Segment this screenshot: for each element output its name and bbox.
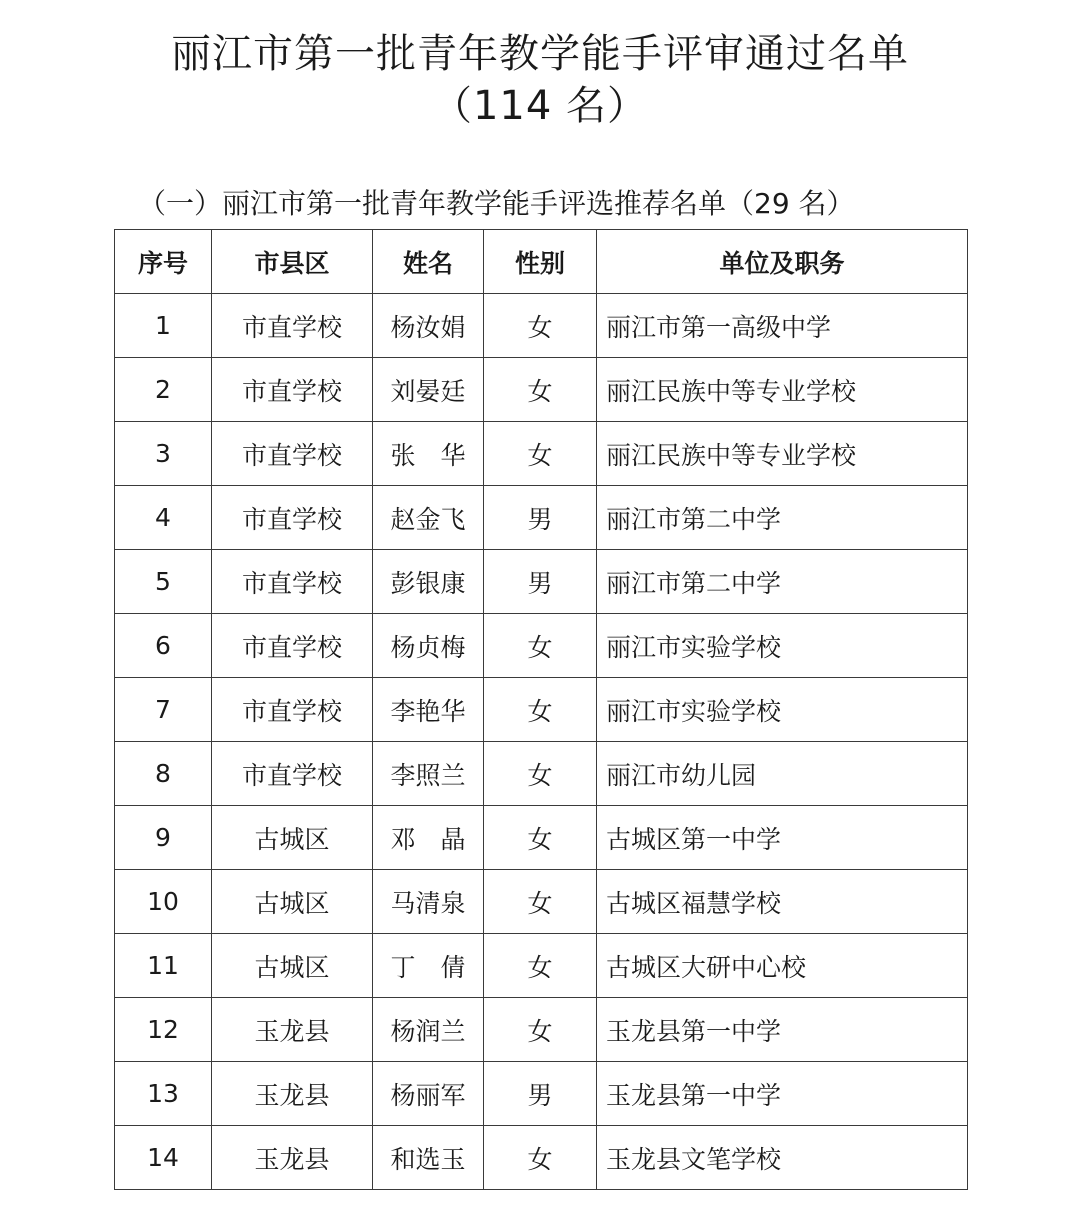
cell-area: 玉龙县 — [212, 1062, 373, 1126]
cell-gender: 女 — [484, 678, 597, 742]
cell-no: 14 — [115, 1126, 212, 1190]
cell-unit: 古城区福慧学校 — [597, 870, 968, 934]
cell-name: 杨汝娟 — [373, 294, 484, 358]
header-no: 序号 — [115, 230, 212, 294]
cell-no: 10 — [115, 870, 212, 934]
cell-area: 玉龙县 — [212, 1126, 373, 1190]
cell-no: 3 — [115, 422, 212, 486]
table-row — [115, 294, 968, 358]
cell-unit: 丽江市实验学校 — [597, 614, 968, 678]
cell-no: 11 — [115, 934, 212, 998]
table-row — [115, 678, 968, 742]
table-header-row — [115, 230, 968, 294]
cell-no: 2 — [115, 358, 212, 422]
header-unit: 单位及职务 — [597, 230, 968, 294]
cell-area: 市直学校 — [212, 614, 373, 678]
cell-unit: 玉龙县第一中学 — [597, 998, 968, 1062]
cell-area: 市直学校 — [212, 422, 373, 486]
cell-area: 市直学校 — [212, 678, 373, 742]
cell-area: 古城区 — [212, 806, 373, 870]
cell-gender: 女 — [484, 358, 597, 422]
cell-no: 7 — [115, 678, 212, 742]
cell-no: 13 — [115, 1062, 212, 1126]
cell-name: 张 华 — [373, 422, 484, 486]
table-row — [115, 870, 968, 934]
cell-unit: 丽江市第二中学 — [597, 486, 968, 550]
cell-area: 市直学校 — [212, 742, 373, 806]
cell-name: 彭银康 — [373, 550, 484, 614]
cell-gender: 女 — [484, 870, 597, 934]
table-row — [115, 1126, 968, 1190]
table-row — [115, 1062, 968, 1126]
cell-unit: 丽江市幼儿园 — [597, 742, 968, 806]
cell-gender: 女 — [484, 1126, 597, 1190]
cell-unit: 丽江市第一高级中学 — [597, 294, 968, 358]
table-row — [115, 934, 968, 998]
cell-no: 5 — [115, 550, 212, 614]
cell-name: 李艳华 — [373, 678, 484, 742]
cell-area: 古城区 — [212, 934, 373, 998]
cell-gender: 男 — [484, 550, 597, 614]
cell-gender: 女 — [484, 614, 597, 678]
cell-name: 刘晏廷 — [373, 358, 484, 422]
table-row — [115, 998, 968, 1062]
table-row — [115, 550, 968, 614]
cell-name: 杨贞梅 — [373, 614, 484, 678]
cell-unit: 丽江市第二中学 — [597, 550, 968, 614]
cell-no: 12 — [115, 998, 212, 1062]
table-row — [115, 486, 968, 550]
cell-no: 1 — [115, 294, 212, 358]
header-name: 姓名 — [373, 230, 484, 294]
cell-no: 8 — [115, 742, 212, 806]
cell-name: 丁 倩 — [373, 934, 484, 998]
cell-gender: 男 — [484, 1062, 597, 1126]
cell-unit: 玉龙县文笔学校 — [597, 1126, 968, 1190]
table-row — [115, 806, 968, 870]
cell-unit: 古城区第一中学 — [597, 806, 968, 870]
cell-name: 和选玉 — [373, 1126, 484, 1190]
table-row — [115, 742, 968, 806]
cell-area: 市直学校 — [212, 358, 373, 422]
cell-gender: 女 — [484, 934, 597, 998]
cell-name: 杨丽军 — [373, 1062, 484, 1126]
cell-unit: 玉龙县第一中学 — [597, 1062, 968, 1126]
cell-unit: 丽江民族中等专业学校 — [597, 358, 968, 422]
cell-gender: 女 — [484, 998, 597, 1062]
page-title-count: （114 名） — [431, 83, 649, 129]
cell-name: 赵金飞 — [373, 486, 484, 550]
cell-area: 市直学校 — [212, 294, 373, 358]
cell-unit: 丽江民族中等专业学校 — [597, 422, 968, 486]
cell-gender: 男 — [484, 486, 597, 550]
cell-gender: 女 — [484, 294, 597, 358]
table-row — [115, 358, 968, 422]
cell-name: 马清泉 — [373, 870, 484, 934]
table-body — [115, 294, 968, 1190]
cell-area: 玉龙县 — [212, 998, 373, 1062]
cell-no: 4 — [115, 486, 212, 550]
cell-no: 9 — [115, 806, 212, 870]
section-heading: （一）丽江市第一批青年教学能手评选推荐名单（29 名） — [138, 187, 855, 220]
roster-table — [114, 229, 968, 1190]
cell-gender: 女 — [484, 806, 597, 870]
cell-unit: 古城区大研中心校 — [597, 934, 968, 998]
header-gender: 性别 — [484, 230, 597, 294]
header-area: 市县区 — [212, 230, 373, 294]
cell-gender: 女 — [484, 422, 597, 486]
cell-name: 杨润兰 — [373, 998, 484, 1062]
table-row — [115, 614, 968, 678]
cell-name: 邓 晶 — [373, 806, 484, 870]
cell-area: 古城区 — [212, 870, 373, 934]
cell-no: 6 — [115, 614, 212, 678]
table-row — [115, 422, 968, 486]
cell-unit: 丽江市实验学校 — [597, 678, 968, 742]
cell-gender: 女 — [484, 742, 597, 806]
cell-area: 市直学校 — [212, 550, 373, 614]
page-title: 丽江市第一批青年教学能手评审通过名单 — [171, 31, 909, 77]
cell-name: 李照兰 — [373, 742, 484, 806]
cell-area: 市直学校 — [212, 486, 373, 550]
